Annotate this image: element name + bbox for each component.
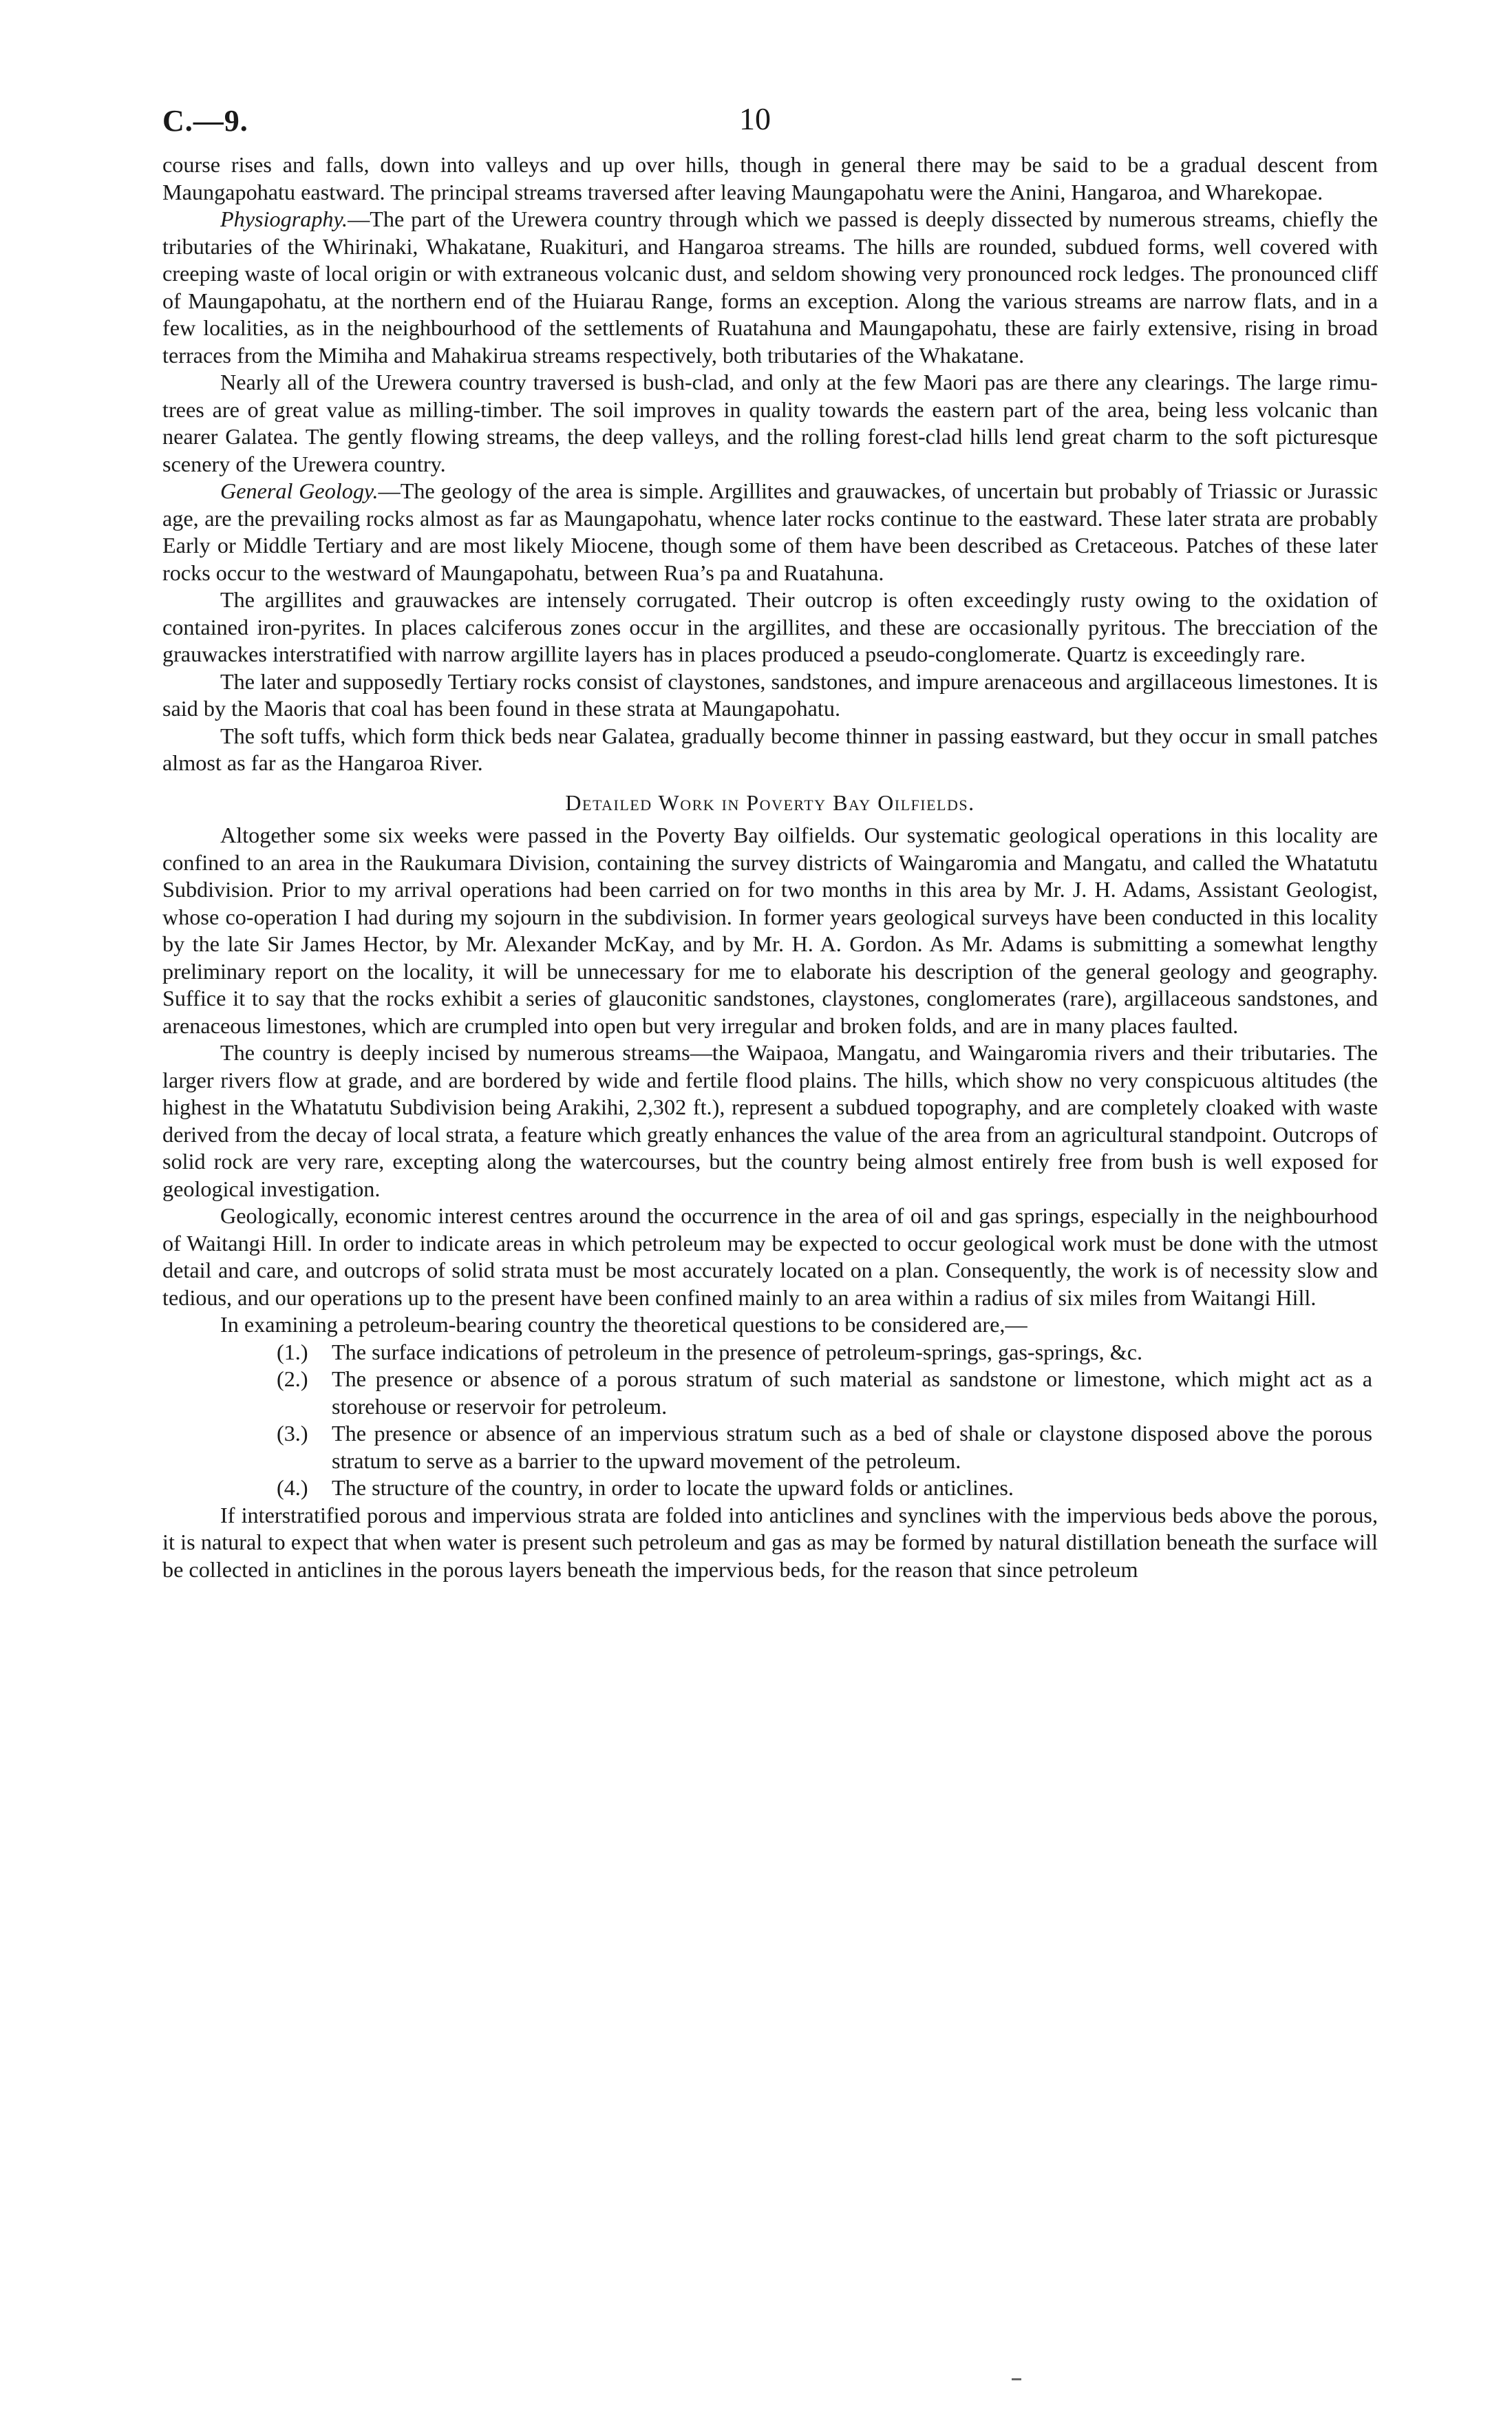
list-item-text: The structure of the country, in order to locate the upward folds or anticlines.	[332, 1475, 1014, 1500]
paragraph	[162, 586, 1378, 668]
paragraph	[162, 723, 1378, 777]
paragraph-text: Altogether some six weeks were passed in the Poverty Bay oilfields. Our systematic geological operations in this locality are confined to an area in the Raukumara Division, containing the survey districts of Waingaromia and Mangatu, and called the Whatatutu Subdivision. Prior to my arrival operations had been carried on for two months in this area by Mr. J. H. Adams, Assistant Geologist, whose co-operation I had during my sojourn in the subdivision. In former years geological surveys have been conducted in this locality by the late Sir James Hector, by Mr. Alexander McKay, and by Mr. H. A. Gordon. As Mr. Adams is submitting a somewhat lengthy preliminary report on the locality, it will be unnecessary for me to elaborate his description of the general geology and geography. Suffice it to say that the rocks exhibit a series of glauconitic sandstones, claystones, conglomerates (rare), argillaceous sandstones, and arenaceous limestones, which are crumpled into open but very irregular and broken folds, and are in many places faulted.	[162, 823, 1378, 1038]
paragraph-lead: Physiography.	[220, 207, 348, 231]
page-header	[162, 103, 1378, 151]
list-item-number: (2.)	[277, 1366, 308, 1391]
page-number: 10	[739, 101, 771, 136]
paragraph	[162, 822, 1378, 1039]
list-item-text: The presence or absence of a porous stratum of such material as sandstone or limestone, which might act as a storehouse or reservoir for petroleum.	[332, 1366, 1372, 1419]
section-heading: Detailed Work in Poverty Bay Oilfields.	[565, 790, 975, 815]
list-item	[162, 1339, 1378, 1366]
paragraph-closing	[162, 1502, 1378, 1584]
document-page	[162, 103, 1378, 1583]
paragraph-text: The country is deeply incised by numerous streams—the Waipaoa, Mangatu, and Waingaromia rivers and their tributaries. The larger rivers flow at grade, and are bordered by wide and fertile flood plains. The hills, which show no very conspicuous altitudes (the highest in the Whatatutu Subdivision being Arakihi, 2,302 ft.), represent a subdued topography, and are completely cloaked with waste derived from the decay of local strata, a feature which greatly enhances the value of the area from an agricultural standpoint. Outcrops of solid rock are very rare, excepting along the watercourses, but the country being almost entirely free from bush is well exposed for geological investigation.	[162, 1040, 1378, 1201]
paragraph	[162, 1203, 1378, 1311]
body-text	[162, 151, 1378, 1583]
paragraph-text: If interstratified porous and impervious strata are folded into anticlines and synclines with the impervious beds above the porous, it is natural to expect that when water is present such petroleum and gas as may be formed by natural distillation beneath the surface will be collected in anticlines in the porous layers beneath the impervious beds, for the reason that since petroleum	[162, 1502, 1378, 1582]
paragraph-text: Geologically, economic interest centres around the occurrence in the area of oil and gas springs, especially in the neighbourhood of Waitangi Hill. In order to indicate areas in which petroleum may be expected to occur geological work must be done with the utmost detail and care, and outcrops of solid strata must be most accurately located on a plan. Consequently, the work is of necessity slow and tedious, and our operations up to the present have been confined mainly to an area within a radius of six miles from Waitangi Hill.	[162, 1203, 1378, 1310]
paragraph-text: —The geology of the area is simple. Argillites and grauwackes, of uncertain but probably of Triassic or Jurassic age, are the prevailing rocks almost as far as Maungapohatu, whence later rocks continue to the eastward. These later strata are probably Early or Middle Tertiary and are most likely Miocene, though some of them have been described as Cretaceous. Patches of these later rocks occur to the westward of Maungapohatu, between Rua’s pa and Ruatahuna.	[162, 478, 1378, 585]
paragraph	[162, 151, 1378, 206]
paragraph-text: Nearly all of the Urewera country traversed is bush-clad, and only at the few Maori pas are there any clearings. The large rimu-trees are of great value as milling-timber. The soil improves in quality towards the eastern part of the area, being less volcanic than nearer Galatea. The gently flowing streams, the deep valleys, and the rolling forest-clad hills lend great charm to the soft picturesque scenery of the Urewera country.	[162, 370, 1378, 476]
list-item-text: The surface indications of petroleum in the presence of petroleum-springs, gas-springs, &c.	[332, 1339, 1143, 1364]
list-item	[162, 1366, 1378, 1420]
list-item-number: (4.)	[277, 1475, 308, 1500]
paragraph-text: course rises and falls, down into valleys and up over hills, though in general there may be said to be a gradual descent from Maungapohatu eastward. The principal streams traversed after leaving Maungapohatu were the Anini, Hangaroa, and Wharekopae.	[162, 152, 1378, 204]
paragraph-text: The later and supposedly Tertiary rocks consist of claystones, sandstones, and impure arenaceous and argillaceous limestones. It is said by the Maoris that coal has been found in these strata at Maungapohatu.	[162, 668, 1378, 721]
paragraph	[162, 1039, 1378, 1203]
list-item-number: (1.)	[277, 1339, 308, 1364]
paragraph-text: —The part of the Urewera country through which we passed is deeply dissected by numerous streams, chiefly the tributaries of the Whirinaki, Whakatane, Ruakituri, and Hangaroa streams. The hills are rounded, subdued forms, well covered with creeping waste of local origin or with extraneous volcanic dust, and seldom showing very pronounced rock ledges. The pronounced cliff of Maungapohatu, at the northern end of the Huiarau Range, forms an exception. Along the various streams are narrow flats, and in a few localities, as in the neighbourhood of the settlements of Ruatahuna and Maungapohatu, these are fairly extensive, rising in broad terraces from the Mimiha and Mahakirua streams respectively, both tributaries of the Whakatane.	[162, 207, 1378, 368]
paragraph	[162, 1311, 1378, 1339]
footer-mark	[1012, 2378, 1021, 2380]
paragraph-text: The argillites and grauwackes are intensely corrugated. Their outcrop is often exceedingly rusty owing to the oxidation of contained iron-pyrites. In places calciferous zones occur in the argillites, and these are occasionally pyritous. The brecciation of the grauwackes interstratified with narrow argillite layers has in places produced a pseudo-conglomerate. Quartz is exceedingly rare.	[162, 587, 1378, 666]
paragraph-text: In examining a petroleum-bearing country the theoretical questions to be considered are,—	[220, 1312, 1027, 1337]
paragraph	[162, 369, 1378, 478]
list-item	[162, 1474, 1378, 1502]
paragraph-text: The soft tuffs, which form thick beds near Galatea, gradually become thinner in passing eastward, but they occur in small patches almost as far as the Hangaroa River.	[162, 723, 1378, 775]
paragraph-general-geology	[162, 478, 1378, 586]
list-item-text: The presence or absence of an impervious stratum such as a bed of shale or claystone disposed above the porous stratum to serve as a barrier to the upward movement of the petroleum.	[332, 1421, 1372, 1473]
document-reference: C.—9.	[162, 104, 248, 138]
numbered-list	[162, 1339, 1378, 1502]
list-item	[162, 1420, 1378, 1474]
paragraph-lead: General Geology.	[220, 478, 379, 503]
paragraph-physiography	[162, 206, 1378, 369]
paragraph	[162, 668, 1378, 723]
list-item-number: (3.)	[277, 1421, 308, 1446]
